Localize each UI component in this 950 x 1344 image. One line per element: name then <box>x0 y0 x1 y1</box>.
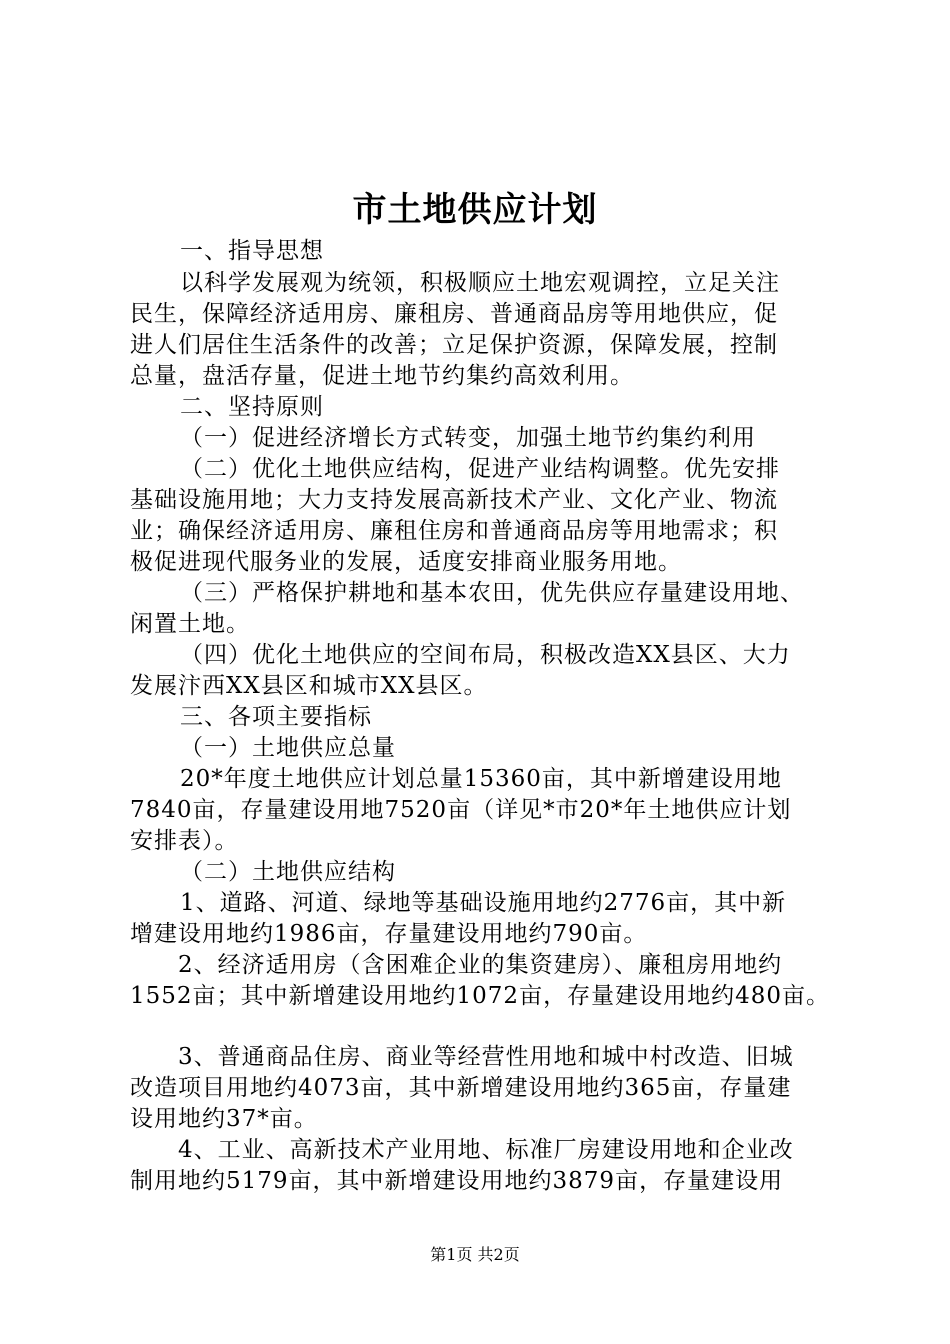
paragraph-line: （四）优化土地供应的空间布局，积极改造XX县区、大力 <box>180 642 791 668</box>
paragraph-line: 7840亩，存量建设用地7520亩（详见*市20*年土地供应计划 <box>130 797 792 823</box>
paragraph-line: 2、经济适用房（含困难企业的集资建房）、廉租房用地约 <box>178 952 783 978</box>
heading-guiding-thought: 一、指导思想 <box>180 238 324 264</box>
subheading-total-supply: （一）土地供应总量 <box>180 735 396 761</box>
paragraph-line: 极促进现代服务业的发展，适度安排商业服务用地。 <box>130 549 682 575</box>
paragraph-line: 进人们居住生活条件的改善；立足保护资源，保障发展，控制 <box>130 332 778 358</box>
paragraph-line: （一）促进经济增长方式转变，加强土地节约集约利用 <box>180 425 756 451</box>
paragraph-line: 20*年度土地供应计划总量15360亩，其中新增建设用地 <box>180 766 782 792</box>
heading-principles: 二、坚持原则 <box>180 394 324 420</box>
paragraph-line: 改造项目用地约4073亩，其中新增建设用地约365亩，存量建 <box>130 1075 792 1101</box>
paragraph-line: 业；确保经济适用房、廉租住房和普通商品房等用地需求；积 <box>130 518 778 544</box>
paragraph-line: （二）优化土地供应结构，促进产业结构调整。优先安排 <box>180 456 780 482</box>
subheading-supply-structure: （二）土地供应结构 <box>180 859 396 885</box>
document-title: 市土地供应计划 <box>352 190 598 230</box>
paragraph-line: 1、道路、河道、绿地等基础设施用地约2776亩，其中新 <box>180 890 787 916</box>
paragraph-line: 1552亩；其中新增建设用地约1072亩，存量建设用地约480亩。 <box>130 983 830 1009</box>
paragraph-line: （三）严格保护耕地和基本农田，优先供应存量建设用地、 <box>180 580 804 606</box>
paragraph-line: 基础设施用地；大力支持发展高新技术产业、文化产业、物流 <box>130 487 778 513</box>
page-footer: 第1页 共2页 <box>430 1245 520 1264</box>
paragraph-line: 设用地约37*亩。 <box>130 1106 318 1132</box>
paragraph-line: 制用地约5179亩，其中新增建设用地约3879亩，存量建设用 <box>130 1168 784 1194</box>
paragraph-line: 安排表）。 <box>130 828 239 854</box>
paragraph-line: 增建设用地约1986亩，存量建设用地约790亩。 <box>130 921 648 947</box>
paragraph-line: 以科学发展观为统领，积极顺应土地宏观调控，立足关注 <box>180 270 780 296</box>
paragraph-line: 3、普通商品住房、商业等经营性用地和城中村改造、旧城 <box>178 1044 794 1070</box>
heading-main-indicators: 三、各项主要指标 <box>180 704 372 730</box>
paragraph-line: 4、工业、高新技术产业用地、标准厂房建设用地和企业改 <box>178 1137 794 1163</box>
paragraph-line: 闲置土地。 <box>130 611 250 637</box>
paragraph-line: 发展汴西XX县区和城市XX县区。 <box>130 673 488 699</box>
paragraph-line: 民生，保障经济适用房、廉租房、普通商品房等用地供应，促 <box>130 301 778 327</box>
paragraph-line: 总量，盘活存量，促进土地节约集约高效利用。 <box>130 363 634 389</box>
